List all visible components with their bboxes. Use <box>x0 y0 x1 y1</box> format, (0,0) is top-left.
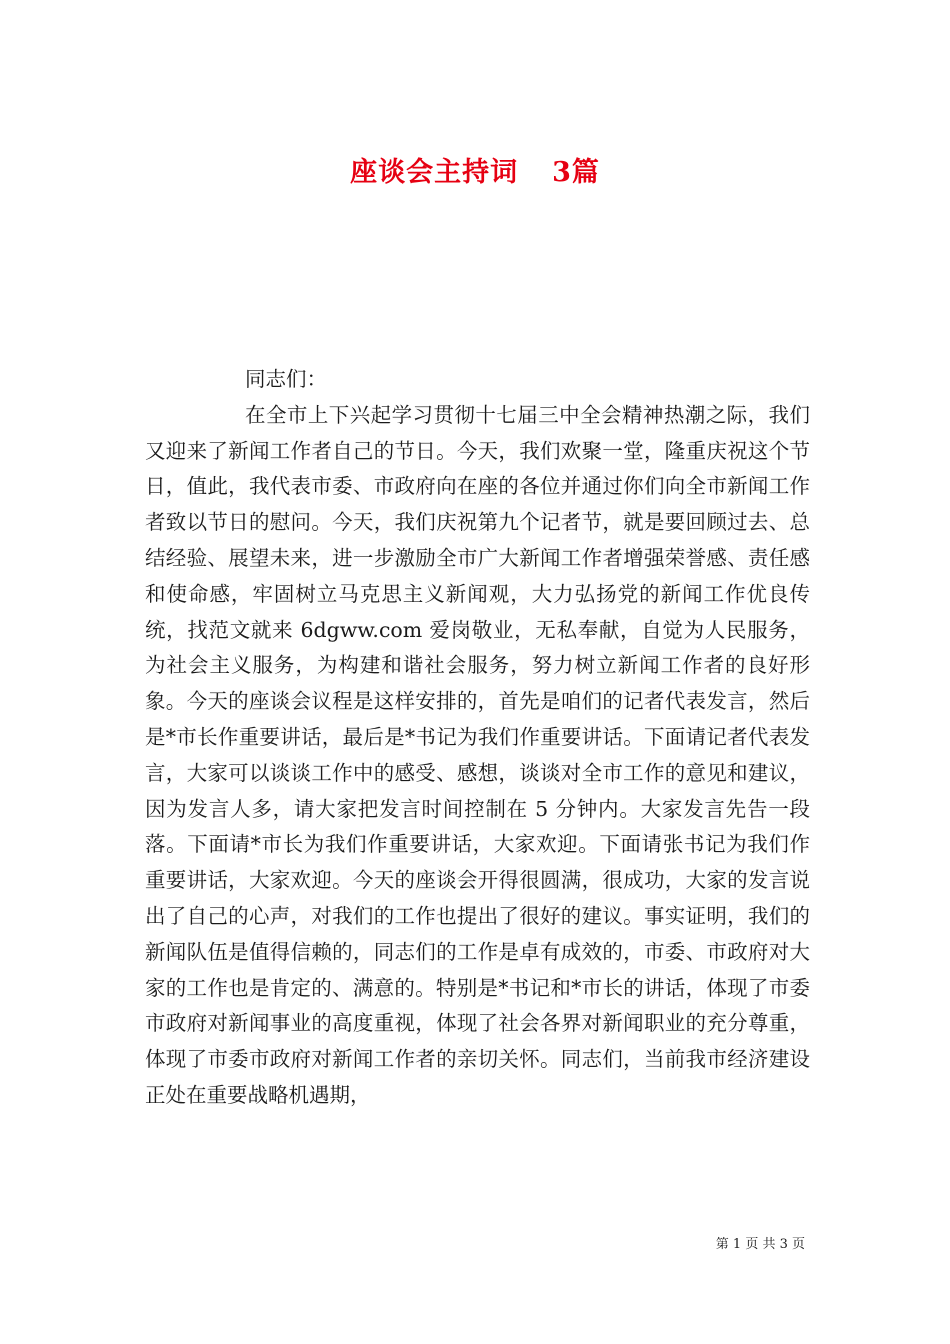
title-count: 3篇 <box>552 157 600 189</box>
document-body <box>145 362 810 1114</box>
body-paragraph: 在全市上下兴起学习贯彻十七届三中全会精神热潮之际，我们又迎来了新闻工作者自己的节日。今天，我们欢聚一堂，隆重庆祝这个节日，值此，我代表市委、市政府向在座的各位并通过你们向全市新闻工作者致以节日的慰问。今天，我们庆祝第九个记者节，就是要回顾过去、总结经验、展望未来，进一步激励全市广大新闻工作者增强荣誉感、责任感和使命感，牢固树立马克思主义新闻观，大力弘扬党的新闻工作优良传统，找范文就来 6dgww.com 爱岗敬业，无私奉献，自觉为人民服务，为社会主义服务，为构建和谐社会服务，努力树立新闻工作者的良好形象。今天的座谈会议程是这样安排的，首先是咱们的记者代表发言，然后是*市长作重要讲话，最后是*书记为我们作重要讲话。下面请记者代表发言，大家可以谈谈工作中的感受、感想，谈谈对全市工作的意见和建议，因为发言人多，请大家把发言时间控制在 5 分钟内。大家发言先告一段落。下面请*市长为我们作重要讲话，大家欢迎。下面请张书记为我们作重要讲话，大家欢迎。今天的座谈会开得很圆满，很成功，大家的发言说出了自己的心声，对我们的工作也提出了很好的建议。事实证明，我们的新闻队伍是值得信赖的，同志们的工作是卓有成效的，市委、市政府对大家的工作也是肯定的、满意的。特别是*书记和*市长的讲话，体现了市委市政府对新闻事业的高度重视，体现了社会各界对新闻职业的充分尊重，体现了市委市政府对新闻工作者的亲切关怀。同志们，当前我市经济建设正处在重要战略机遇期， <box>145 402 810 1107</box>
document-title <box>0 150 950 189</box>
title-text: 座谈会主持词 <box>350 157 519 189</box>
page-number-footer: 第 1 页 共 3 页 <box>715 1237 805 1252</box>
salutation: 同志们： <box>245 367 327 391</box>
